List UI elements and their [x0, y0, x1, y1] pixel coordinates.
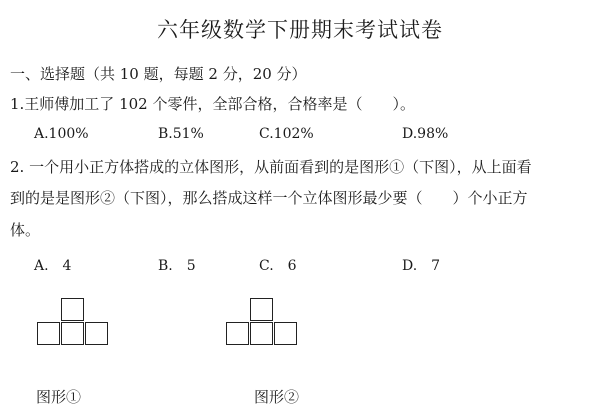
figure-1-caption: 图形① [36, 388, 82, 406]
figure-2-cell-top [250, 298, 273, 321]
figure-1-cell-bottom-left [37, 322, 60, 345]
q1-option-d: D.98% [402, 126, 449, 142]
q1-option-b: B.51% [158, 126, 204, 142]
question-1-text: 1.王师傅加工了 102 个零件，全部合格，合格率是（ ）。 [10, 95, 415, 113]
figure-2-cell-bottom-right [274, 322, 297, 345]
figure-2-top-view [226, 298, 306, 350]
question-2-line-1: 2. 一个用小正方体搭成的立体图形，从前面看到的是图形①（下图），从上面看 [10, 158, 532, 176]
figure-2-cell-bottom-middle [250, 322, 273, 345]
figure-2-cell-bottom-left [226, 322, 249, 345]
q2-option-a: A. 4 [34, 258, 72, 274]
q2-option-b: B. 5 [158, 258, 196, 274]
q2-option-d: D. 7 [402, 258, 441, 274]
section-heading: 一、选择题（共 10 题，每题 2 分，20 分） [10, 65, 307, 83]
figure-1-cell-top [61, 298, 84, 321]
figure-1-cell-bottom-right [85, 322, 108, 345]
page-title: 六年级数学下册期末考试试卷 [157, 18, 443, 42]
question-2-line-3: 体。 [10, 221, 41, 239]
figure-2-caption: 图形② [254, 388, 300, 406]
figure-1-front-view [37, 298, 117, 350]
q1-option-c: C.102% [259, 126, 314, 142]
q1-option-a: A.100% [34, 126, 89, 142]
figure-1-cell-bottom-middle [61, 322, 84, 345]
q2-option-c: C. 6 [259, 258, 297, 274]
question-2-line-2: 到的是是图形②（下图），那么搭成这样一个立体图形最少要（ ）个小正方 [10, 189, 528, 207]
